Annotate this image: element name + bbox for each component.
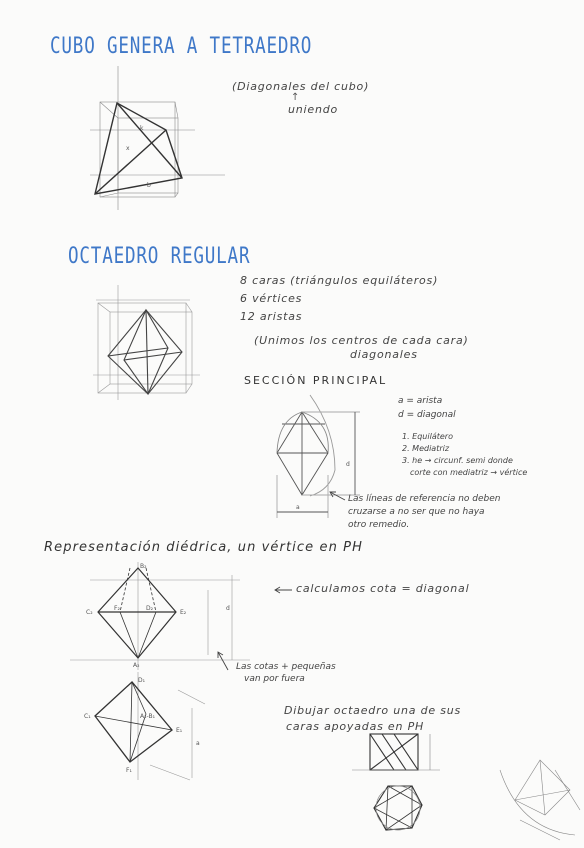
label-e1: E₁ xyxy=(176,727,183,734)
label-b2: B₂ xyxy=(140,563,147,570)
reference-note-3: otro remedio. xyxy=(348,520,410,530)
octahedron-edges xyxy=(108,310,182,394)
note-centers: (Unimos los centros de cada cara) xyxy=(254,334,469,347)
heading-representacion: Representación diédrica, un vértice en PH xyxy=(44,540,363,555)
face-on-ph-elevation xyxy=(352,734,440,770)
note-diagonales: diagonales xyxy=(350,348,418,361)
prop-edges: 12 aristas xyxy=(240,310,303,323)
face-on-ph-plan xyxy=(374,786,422,830)
label-d1: D₁ xyxy=(138,677,146,684)
reference-note-1: Las líneas de referencia no deben xyxy=(348,494,501,504)
label-f1: F₁ xyxy=(126,767,132,774)
arrow-reference-note xyxy=(330,492,345,500)
label-c1: C₁ xyxy=(84,713,91,720)
label-a-plan: a xyxy=(196,740,200,747)
label-e2: E₂ xyxy=(180,609,187,616)
prop-faces: 8 caras (triángulos equiláteros) xyxy=(240,274,439,287)
step-3b: corte con mediatriz → vértice xyxy=(410,468,528,477)
legend-a: a = arista xyxy=(398,396,443,406)
label-f2: F₂ xyxy=(114,605,120,612)
label-ab1: A₁-B₁ xyxy=(140,713,155,720)
note-calc-cota: calculamos cota = diagonal xyxy=(296,582,470,595)
label-a2: A₂ xyxy=(133,662,140,669)
label-c2: C₂ xyxy=(86,609,93,616)
label-d-section: d xyxy=(346,461,350,468)
note-diagonals: (Diagonales del cubo) xyxy=(232,80,370,93)
note-draw-octahedron-2: caras apoyadas en PH xyxy=(286,720,425,733)
elevation-edges xyxy=(98,568,176,658)
note-uniendo: uniendo xyxy=(288,103,339,116)
label-x: x xyxy=(126,145,130,152)
step-1: 1. Equilátero xyxy=(402,432,453,441)
note-draw-octahedron-1: Dibujar octaedro una de sus xyxy=(284,704,462,717)
step-2: 2. Mediatriz xyxy=(402,444,450,453)
title-cubo-tetraedro: CUBO GENERA A TETRAEDRO xyxy=(50,34,313,59)
note-small-cotas-2: van por fuera xyxy=(244,674,305,684)
label-b: b xyxy=(147,182,151,189)
label-a-section: a xyxy=(296,504,300,511)
legend-d: d = diagonal xyxy=(398,410,456,420)
plan-edges xyxy=(95,682,172,762)
elevation-view xyxy=(70,562,250,670)
label-d2: D₂ xyxy=(146,605,154,612)
label-k: k xyxy=(140,125,144,132)
side-construction xyxy=(500,760,580,840)
tetrahedron-edges xyxy=(95,103,182,194)
arrow-calc xyxy=(218,587,292,670)
arrow-up-icon: ↑ xyxy=(291,92,300,103)
label-d-elev: d xyxy=(226,605,230,612)
prop-vertices: 6 vértices xyxy=(240,292,303,305)
step-3: 3. he → circunf. semi donde xyxy=(402,456,513,465)
reference-note-2: cruzarse a no ser que no haya xyxy=(348,507,485,517)
title-octaedro: OCTAEDRO REGULAR xyxy=(68,244,251,269)
heading-seccion-principal: SECCIÓN PRINCIPAL xyxy=(244,374,388,387)
note-small-cotas-1: Las cotas + pequeñas xyxy=(236,662,336,672)
